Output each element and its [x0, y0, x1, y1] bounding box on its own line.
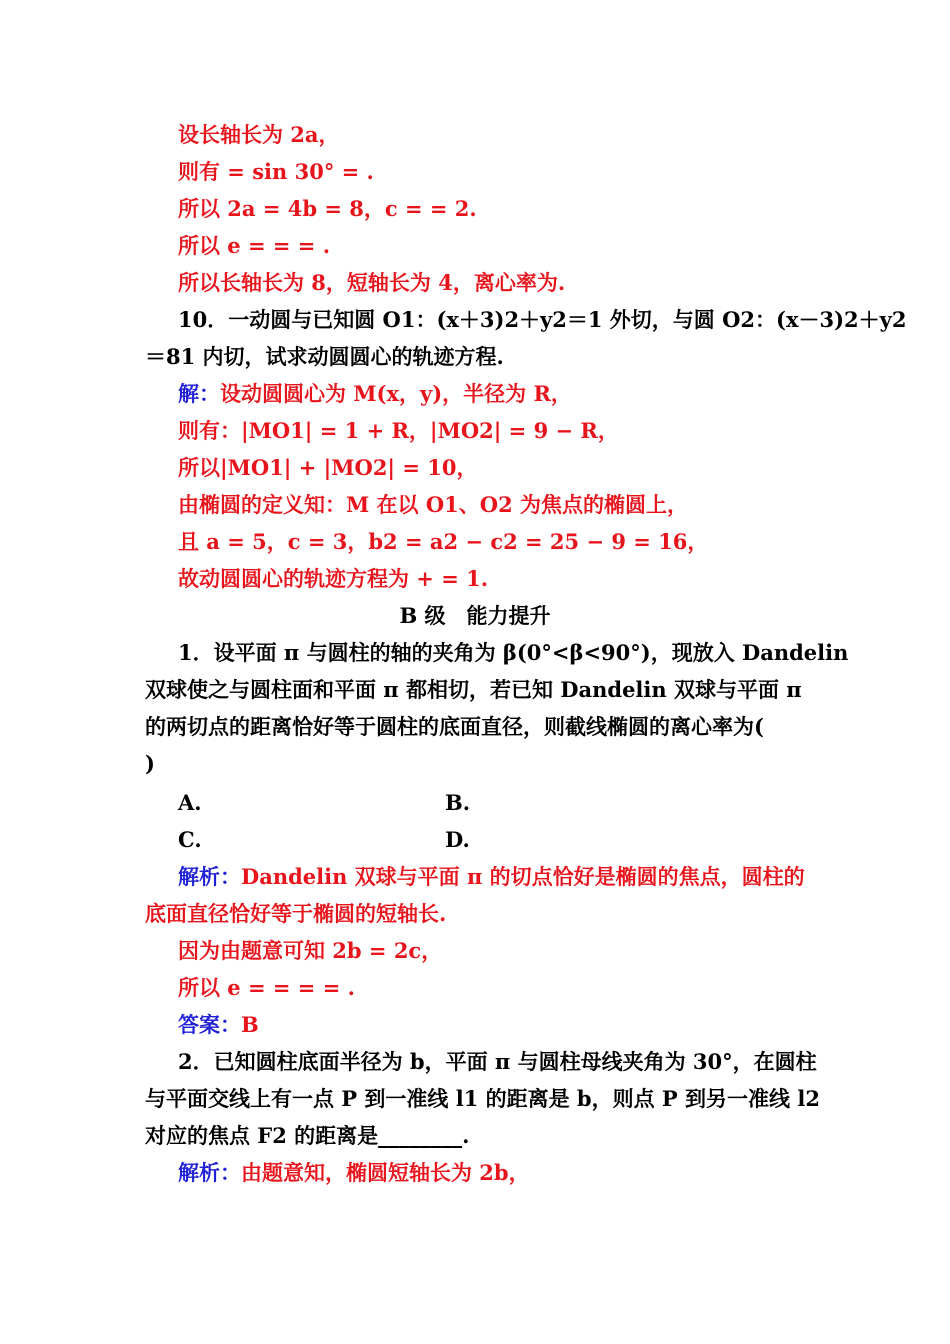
text-line: 由椭圆的定义知：M 在以 O1、O2 为焦点的椭圆上， [178, 492, 688, 517]
problem-line: 与平面交线上有一点 P 到一准线 l1 的距离是 b，则点 P 到另一准线 l2 [145, 1086, 820, 1111]
section-heading: B 级 能力提升 [399, 603, 551, 628]
text-line: 所以 2a = 4b = 8，c = = 2. [178, 196, 477, 221]
solution-line: 解：设动圆圆心为 M(x，y)，半径为 R， [178, 381, 572, 406]
answer-label: 答案： [178, 1012, 241, 1037]
text-line: 所以 e = = = = . [178, 975, 355, 1000]
problem-line: 10．一动圆与已知圆 O1：(x＋3)2＋y2＝1 外切，与圆 O2：(x－3)2＋y2 [178, 307, 907, 332]
problem-line: 2．已知圆柱底面半径为 b，平面 π 与圆柱母线夹角为 30°，在圆柱 [178, 1049, 817, 1074]
problem-line: 的两切点的距离恰好等于圆柱的底面直径，则截线椭圆的离心率为( [145, 714, 764, 739]
analysis-line: 解析：由题意知，椭圆短轴长为 2b， [178, 1160, 530, 1185]
text-line: 且 a = 5，c = 3，b2 = a2 − c2 = 25 − 9 = 16， [178, 529, 709, 554]
analysis-label: 解析： [178, 1160, 241, 1185]
solution-label: 解： [178, 381, 220, 406]
answer-line: 答案：B [178, 1012, 259, 1037]
option-d: D. [445, 827, 470, 852]
problem-line: ＝81 内切，试求动圆圆心的轨迹方程. [145, 344, 504, 369]
option-a: A. [178, 790, 202, 815]
text-line: 所以 e = = = . [178, 233, 331, 258]
analysis-label: 解析： [178, 864, 241, 889]
text-line: 则有 = sin 30° = . [178, 159, 374, 184]
problem-line: ) [145, 751, 155, 776]
text-line: 底面直径恰好等于椭圆的短轴长. [145, 901, 447, 926]
text-line: 因为由题意可知 2b = 2c， [178, 938, 443, 963]
analysis-line: 解析：Dandelin 双球与平面 π 的切点恰好是椭圆的焦点，圆柱的 [178, 864, 805, 889]
text-line: 设长轴长为 2a， [178, 122, 340, 147]
text-line: 故动圆圆心的轨迹方程为 + = 1. [178, 566, 489, 591]
option-c: C. [178, 827, 202, 852]
problem-line: 对应的焦点 F2 的距离是________. [145, 1123, 470, 1148]
problem-line: 双球使之与圆柱面和平面 π 都相切，若已知 Dandelin 双球与平面 π [145, 677, 802, 702]
text-line: 所以长轴长为 8，短轴长为 4，离心率为. [178, 270, 566, 295]
option-b: B. [445, 790, 471, 815]
text-line: 所以|MO1| + |MO2| = 10， [178, 455, 478, 480]
text-line: 则有：|MO1| = 1 + R，|MO2| = 9 − R， [178, 418, 619, 443]
problem-line: 1．设平面 π 与圆柱的轴的夹角为 β(0°<β<90°)，现放入 Dandelin [178, 640, 849, 665]
